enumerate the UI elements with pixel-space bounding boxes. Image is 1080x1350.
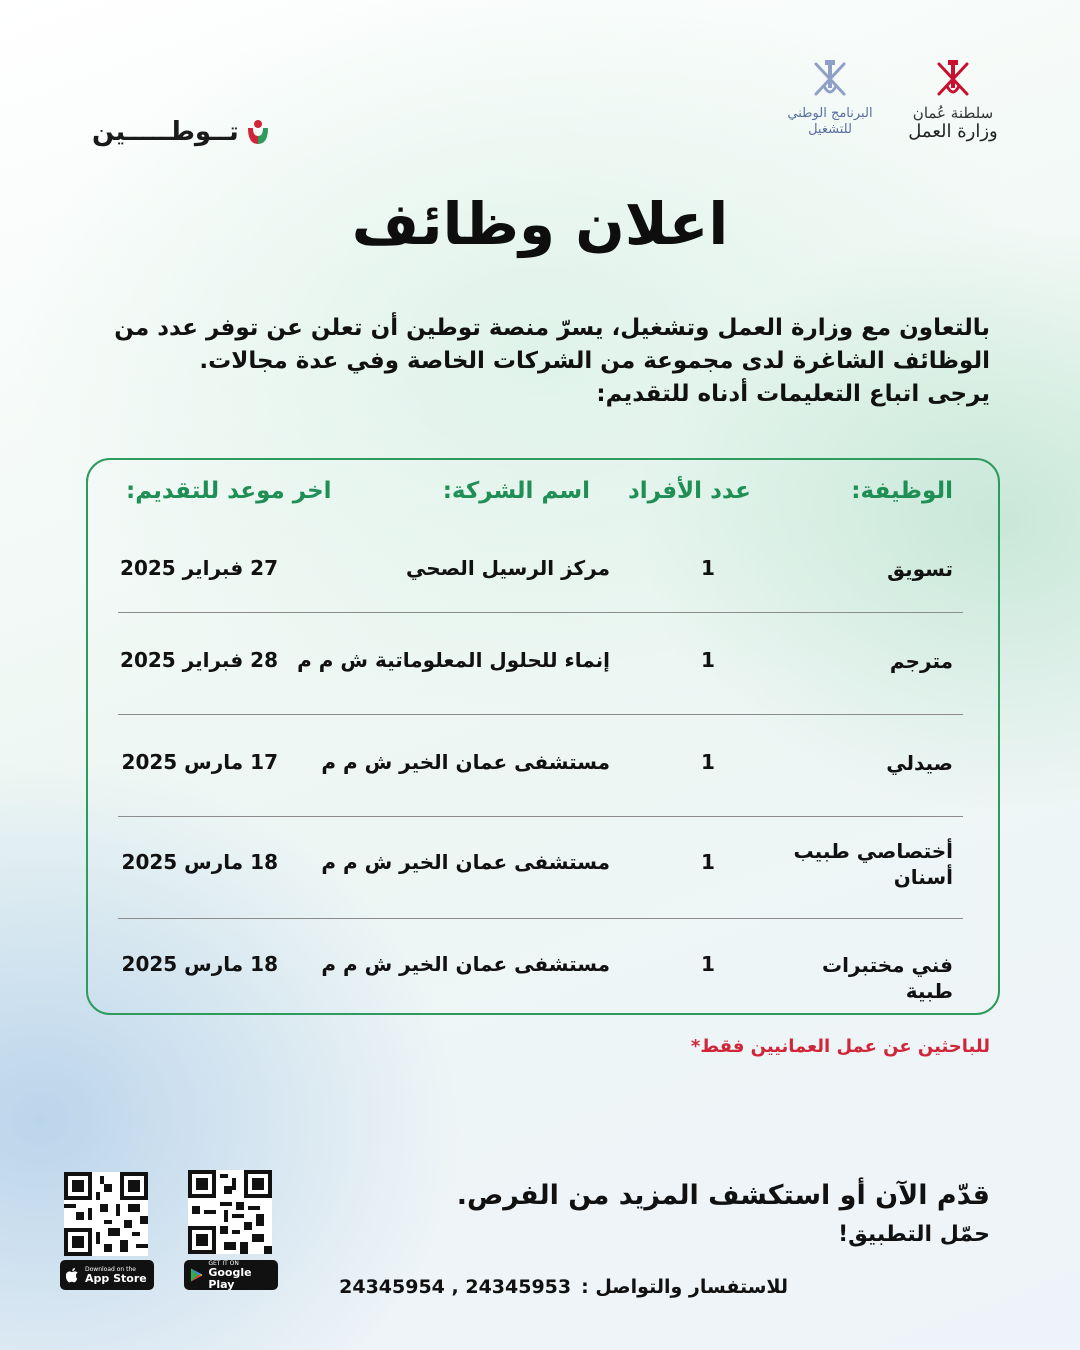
row-divider bbox=[118, 612, 963, 613]
apple-icon bbox=[66, 1267, 80, 1283]
cell-count: 1 bbox=[701, 556, 715, 580]
cell-job: أختصاصي طبيب أسنان bbox=[793, 839, 953, 889]
cell-company: مستشفى عمان الخير ش م م bbox=[321, 850, 610, 874]
cell-deadline: 18 مارس 2025 bbox=[121, 952, 278, 976]
ministry-of-labour-logo bbox=[898, 58, 1008, 148]
tawteen-mark-icon bbox=[245, 118, 271, 146]
row-divider bbox=[118, 816, 963, 817]
header-job: الوظيفة: bbox=[851, 478, 953, 504]
google-play-qr-code[interactable] bbox=[188, 1170, 272, 1254]
google-play-badge[interactable] bbox=[184, 1260, 278, 1290]
header-deadline: اخر موعد للتقديم: bbox=[126, 478, 332, 504]
intro-line-2: الوظائف الشاغرة لدى مجموعة من الشركات الخاصة وفي عدة مجالات. bbox=[199, 348, 990, 374]
cell-deadline: 17 مارس 2025 bbox=[121, 750, 278, 774]
header-company: اسم الشركة: bbox=[442, 478, 590, 504]
cell-count: 1 bbox=[701, 850, 715, 874]
cell-count: 1 bbox=[701, 750, 715, 774]
contact-label: للاستفسار والتواصل : bbox=[581, 1276, 788, 1298]
intro-line-3: يرجى اتباع التعليمات أدناه للتقديم: bbox=[596, 381, 990, 407]
contact-info bbox=[339, 1276, 788, 1298]
omani-only-notice: للباحثين عن عمل العمانيين فقط* bbox=[690, 1036, 990, 1057]
cell-job: فني مختبرات طبية bbox=[822, 953, 953, 1003]
cell-company: إنماء للحلول المعلوماتية ش م م bbox=[297, 648, 610, 672]
row-divider bbox=[118, 714, 963, 715]
app-store-qr-code[interactable] bbox=[64, 1172, 148, 1256]
jobs-table bbox=[86, 458, 1000, 1015]
header-count: عدد الأفراد bbox=[628, 478, 751, 504]
cell-job: مترجم bbox=[889, 649, 953, 673]
google-play-big-text: Google Play bbox=[208, 1265, 252, 1291]
contact-phones: 24345953 , 24345954 bbox=[339, 1276, 572, 1298]
national-employment-program-logo bbox=[770, 58, 890, 148]
cta-download-app: حمّل التطبيق! bbox=[838, 1222, 990, 1247]
cell-job: صيدلي bbox=[886, 751, 953, 775]
cell-company: مستشفى عمان الخير ش م م bbox=[321, 952, 610, 976]
oman-emblem-icon bbox=[933, 58, 973, 100]
intro-line-1: بالتعاون مع وزارة العمل وتشغيل، يسرّ منصة توطين أن تعلن عن توفر عدد من bbox=[114, 315, 990, 341]
tawteen-brand-text: تــوطـــــين bbox=[92, 117, 239, 147]
cell-company: مستشفى عمان الخير ش م م bbox=[321, 750, 610, 774]
app-store-badge[interactable] bbox=[60, 1260, 154, 1290]
program-emblem-icon bbox=[810, 58, 850, 100]
cell-job: تسويق bbox=[887, 557, 953, 581]
app-store-big-text: App Store bbox=[85, 1271, 147, 1285]
cell-count: 1 bbox=[701, 648, 715, 672]
cell-deadline: 27 فبراير 2025 bbox=[120, 556, 278, 580]
cell-count: 1 bbox=[701, 952, 715, 976]
page-title: اعلان وظائف bbox=[351, 190, 729, 258]
intro-paragraph bbox=[110, 312, 990, 411]
cta-heading: قدّم الآن أو استكشف المزيد من الفرص. bbox=[456, 1180, 990, 1211]
app-store-small-text: Download on the bbox=[85, 1265, 136, 1273]
ministry-sultanate-text: سلطنة عُمان bbox=[912, 104, 994, 122]
cell-company: مركز الرسيل الصحي bbox=[405, 556, 610, 580]
cell-deadline: 28 فبراير 2025 bbox=[120, 648, 278, 672]
row-divider bbox=[118, 918, 963, 919]
ministry-name-text: وزارة العمل bbox=[908, 121, 998, 142]
google-play-small-text: GET IT ON bbox=[208, 1259, 239, 1267]
program-name-line2: للتشغيل bbox=[808, 122, 852, 137]
google-play-icon bbox=[190, 1267, 203, 1283]
program-name-line1: البرنامج الوطني bbox=[787, 106, 873, 121]
cell-deadline: 18 مارس 2025 bbox=[121, 850, 278, 874]
tawteen-logo bbox=[92, 112, 282, 152]
